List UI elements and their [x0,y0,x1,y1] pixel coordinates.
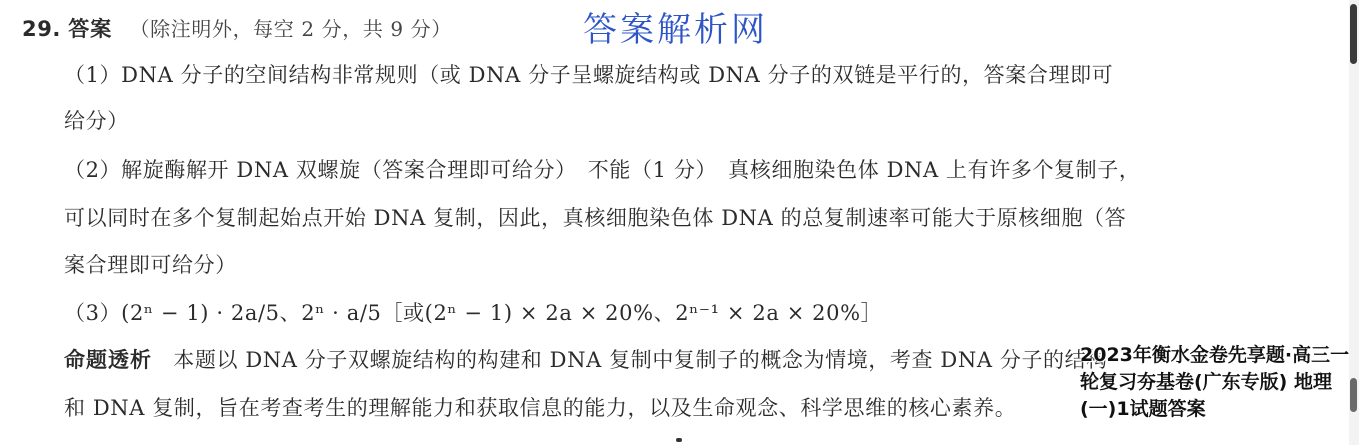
analysis-text-1: 本题以 DNA 分子双螺旋结构的构建和 DNA 复制中复制子的概念为情境，考查 DNA 分子的结构 [173,348,1108,372]
analysis-line-2: 和 DNA 复制，旨在考查考生的理解能力和获取信息的能力，以及生命观念、科学思维的核心素养。 [64,396,1017,420]
answer-2-line-1: （2）解旋酶解开 DNA 双螺旋（答案合理即可给分） 不能（1 分） 真核细胞染色体 DNA 上有许多个复制子， [64,158,1141,182]
analysis-line-1 [64,345,1108,375]
question-number: 29. [22,17,62,41]
answer-2-line-3: 案合理即可给分） [64,253,237,277]
answer-2-line-2: 可以同时在多个复制起始点开始 DNA 复制，因此，真核细胞染色体 DNA 的总复制速率可能大于原核细胞（答 [64,206,1127,230]
question-header [22,14,452,44]
page-mark [676,438,682,442]
answer-1-line-2: 给分） [64,109,129,133]
analysis-label: 命题透析 [64,348,152,372]
watermark-text: 答案解析网 [583,10,768,50]
title-overlay: 2023年衡水金卷先享题·高三一轮复习夯基卷(广东专版) 地理(一)1试题答案 [1080,344,1350,420]
answer-label: 答案 [68,17,113,41]
answer-3-line-1: （3）(2ⁿ − 1) · 2a/5、2ⁿ · a/5［或(2ⁿ − 1) × 2a × 20%、2ⁿ⁻¹ × 2a × 20%］ [64,301,883,325]
scrollbar-lower-marker [1350,378,1357,412]
score-note: （除注明外，每空 2 分，共 9 分） [129,17,452,41]
scrollbar-thumb[interactable] [1350,4,1357,64]
answer-1-line-1: （1）DNA 分子的空间结构非常规则（或 DNA 分子呈螺旋结构或 DNA 分子的双链是平行的，答案合理即可 [64,63,1114,87]
scrollbar[interactable] [1349,0,1359,445]
